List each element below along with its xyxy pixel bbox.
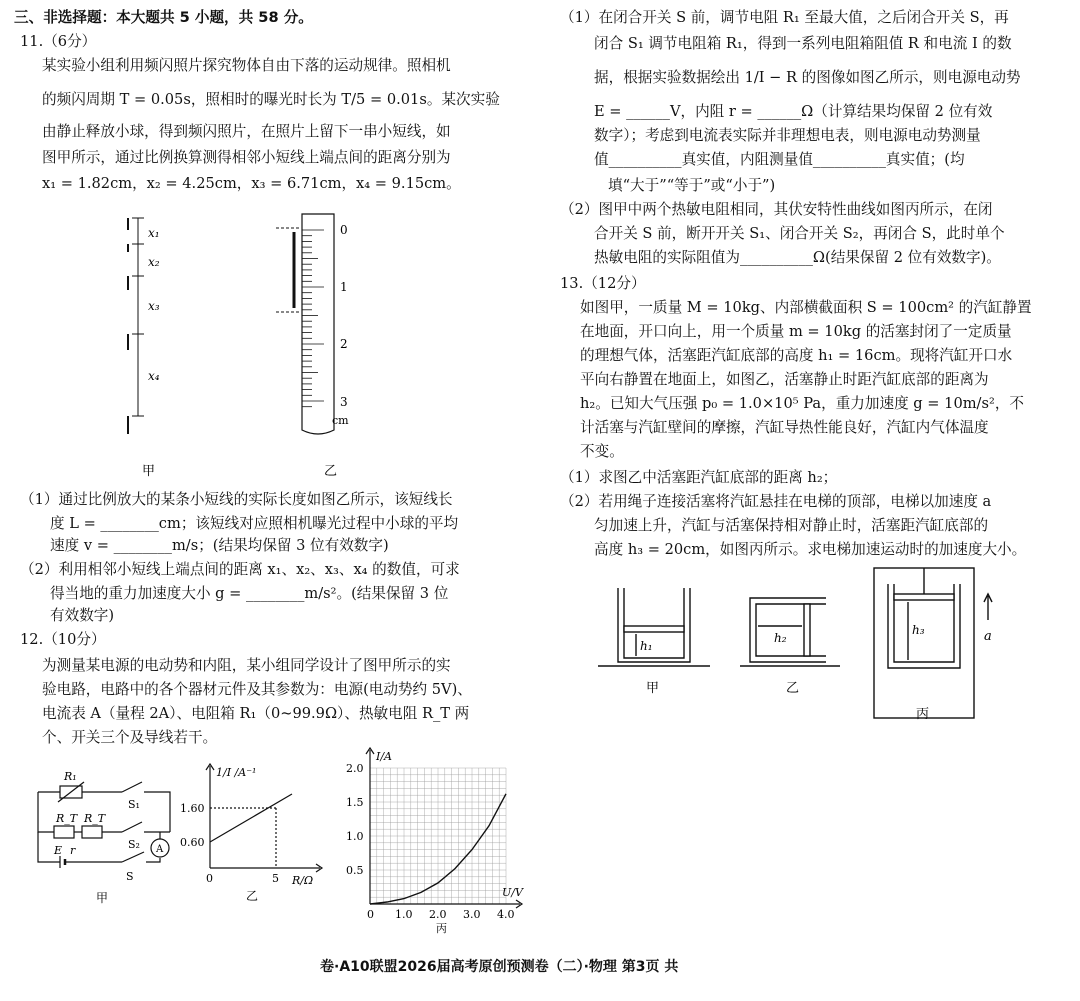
label-x1: x₁ xyxy=(148,226,160,240)
x-tick-label: 1.0 xyxy=(395,908,413,921)
lbl-S2: S₂ xyxy=(128,838,140,851)
q13-line: 的理想气体，活塞距汽缸底部的高度 h₁ = 16cm。现将汽缸开口水 xyxy=(580,347,1013,364)
q13-line: 计活塞与汽缸壁间的摩擦，汽缸导热性能良好，汽缸内气体温度 xyxy=(580,419,989,436)
ruler-3: 3 xyxy=(340,395,348,409)
q11-line: x₁ = 1.82cm，x₂ = 4.25cm，x₃ = 6.71cm，x₄ = 9.15cm。 xyxy=(42,175,461,192)
caption-jia: 甲 xyxy=(646,681,660,696)
q13-line: 如图甲，一质量 M = 10kg、内部横截面积 S = 100cm² 的汽缸静置 xyxy=(580,299,1032,316)
graph-yi-xlabel: R/Ω xyxy=(292,874,314,887)
caption-circuit: 甲 xyxy=(96,891,109,905)
caption-jia: 甲 xyxy=(142,464,156,479)
q11-line: 某实验小组利用频闪照片探究物体自由下落的运动规律。照相机 xyxy=(42,57,451,74)
graph-yi xyxy=(180,760,330,910)
x-tick-label: 0 xyxy=(367,908,374,921)
q13-line: 平向右静置在地面上，如图乙，活塞静止时距汽缸底部的距离为 xyxy=(580,371,989,388)
q11-line: 由静止释放小球，得到频闪照片，在照片上留下一串小短线，如 xyxy=(42,123,451,140)
q12-sub: 热敏电阻的实际阻值为__________Ω(结果保留 2 位有效数字)。 xyxy=(594,249,1001,266)
q13-line: 不变。 xyxy=(580,443,624,460)
y-tick-label: 1.5 xyxy=(346,796,364,809)
lbl-R1: R₁ xyxy=(64,770,77,783)
q11-head: 11.（6分） xyxy=(20,33,97,50)
caption-yi: 乙 xyxy=(786,681,800,696)
q13-head: 13.（12分） xyxy=(560,275,646,292)
q13-sub: （2）若用绳子连接活塞将汽缸悬挂在电梯的顶部，电梯以加速度 a xyxy=(560,493,992,510)
graph-yi-x0: 0 xyxy=(206,872,213,885)
q13-sub: 高度 h₃ = 20cm，如图丙所示。求电梯加速运动时的加速度大小。 xyxy=(594,541,1027,558)
chart-ylabel: I/A xyxy=(376,750,392,763)
lbl-h2: h₂ xyxy=(774,631,787,645)
y-tick-label: 0.5 xyxy=(346,864,364,877)
circuit-diagram xyxy=(30,762,180,912)
ruler-1: 1 xyxy=(340,280,348,294)
lbl-A: A xyxy=(156,844,164,855)
q12-sub: 合开关 S 前，断开开关 S₁、闭合开关 S₂，再闭合 S，此时单个 xyxy=(594,225,1005,242)
ruler-unit: cm xyxy=(332,414,349,427)
caption-bing: 丙 xyxy=(916,707,930,722)
chart-xlabel: U/V xyxy=(502,886,523,899)
q11-sub: 度 L = ________cm；该短线对应照相机曝光过程中小球的平均 xyxy=(50,515,459,532)
q12-sub: （2）图甲中两个热敏电阻相同，其伏安特性曲线如图丙所示，在闭 xyxy=(560,201,993,218)
lbl-a: a xyxy=(984,629,992,644)
label-x3: x₃ xyxy=(148,299,160,313)
lbl-h3: h₃ xyxy=(912,623,925,637)
q11-sub: （2）利用相邻小短线上端点间的距离 x₁、x₂、x₃、x₄ 的数值，可求 xyxy=(20,561,460,578)
y-tick-label: 1.0 xyxy=(346,830,364,843)
q12-sub: 填“大于”“等于”或“小于”) xyxy=(608,177,776,194)
ruler-0: 0 xyxy=(340,223,348,237)
q12-head: 12.（10分） xyxy=(20,631,106,648)
graph-yi-x5: 5 xyxy=(272,872,279,885)
q13-sub: （1）求图乙中活塞距汽缸底部的距离 h₂； xyxy=(560,469,838,486)
graph-yi-y0: 0.60 xyxy=(180,836,205,849)
distance-arrows xyxy=(132,218,144,416)
q13-sub: 匀加速上升，汽缸与活塞保持相对静止时，活塞距汽缸底部的 xyxy=(594,517,989,534)
lbl-RT2: R_T xyxy=(84,812,106,825)
q12-line: 为测量某电源的电动势和内阻，某小组同学设计了图甲所示的实 xyxy=(42,657,451,674)
x-tick-label: 4.0 xyxy=(497,908,515,921)
chart-title: 丙 xyxy=(436,922,447,935)
lbl-E: E xyxy=(54,844,63,857)
cylinder-figures xyxy=(590,566,990,726)
q12-line: 验电路，电路中的各个器材元件及其参数为：电源(电动势约 5V)、 xyxy=(42,681,472,698)
x-tick-label: 3.0 xyxy=(463,908,481,921)
q12-line: 电流表 A（量程 2A）、电阻箱 R₁（0~99.9Ω）、热敏电阻 R_T 两 xyxy=(42,705,470,722)
q12-sub: 值__________真实值，内阻测量值__________真实值；(均 xyxy=(594,151,965,168)
y-tick-label: 2.0 xyxy=(346,762,364,775)
q11-sub: 有效数字) xyxy=(50,607,115,624)
q11-sub: （1）通过比例放大的某条小短线的实际长度如图乙所示，该短线长 xyxy=(20,491,453,508)
graph-yi-line xyxy=(210,794,292,842)
q12-line: 个、开关三个及导线若干。 xyxy=(42,729,218,746)
ruler xyxy=(276,214,349,434)
ruler-2: 2 xyxy=(340,337,348,351)
lbl-RT1: R_T xyxy=(56,812,78,825)
label-x2: x₂ xyxy=(148,255,160,269)
q12-sub: 闭合 S₁ 调节电阻箱 R₁，得到一系列电阻箱阻值 R 和电流 I 的数 xyxy=(594,35,1012,52)
x-tick-label: 2.0 xyxy=(429,908,447,921)
label-x4: x₄ xyxy=(148,369,160,383)
q12-sub: 数字）；考虑到电流表实际并非理想电表，则电源电动势测量 xyxy=(594,127,981,144)
q11-sub: 得当地的重力加速度大小 g = ________m/s²。(结果保留 3 位 xyxy=(50,585,449,602)
page-footer: 卷·A10联盟2026届高考原创预测卷（二）·物理 第3页 共 xyxy=(320,959,679,975)
q12-sub: 据，根据实验数据绘出 1/I − R 的图像如图乙所示，则电源电动势 xyxy=(594,69,1021,86)
section-title: 三、非选择题：本大题共 5 小题，共 58 分。 xyxy=(14,9,313,26)
lbl-S: S xyxy=(126,870,134,883)
q13-line: 在地面，开口向上，用一个质量 m = 10kg 的活塞封闭了一定质量 xyxy=(580,323,1012,340)
caption-yi: 乙 xyxy=(324,464,338,479)
lbl-h1: h₁ xyxy=(640,639,653,653)
q11-figure xyxy=(94,210,394,480)
q12-sub: E = ______V，内阻 r = ______Ω（计算结果均保留 2 位有效 xyxy=(594,103,993,120)
graph-yi-y1: 1.60 xyxy=(180,802,205,815)
q11-line: 图甲所示，通过比例换算测得相邻小短线上端点间的距离分别为 xyxy=(42,149,451,166)
q11-sub: 速度 v = ________m/s；(结果均保留 3 位有效数字) xyxy=(50,537,389,554)
q11-line: 的频闪周期 T = 0.05s，照相时的曝光时长为 T/5 = 0.01s。某次实验 xyxy=(42,91,500,108)
q13-line: h₂。已知大气压强 p₀ = 1.0×10⁵ Pa，重力加速度 g = 10m/s²，不 xyxy=(580,395,1025,412)
q12-sub: （1）在闭合开关 S 前，调节电阻 R₁ 至最大值，之后闭合开关 S，再 xyxy=(560,9,1009,26)
lbl-r: r xyxy=(70,844,76,857)
lbl-S1: S₁ xyxy=(128,798,140,811)
chart-bing xyxy=(330,744,530,934)
graph-yi-ylabel: 1/I /A⁻¹ xyxy=(216,766,257,779)
graph-yi-caption: 乙 xyxy=(246,889,259,903)
